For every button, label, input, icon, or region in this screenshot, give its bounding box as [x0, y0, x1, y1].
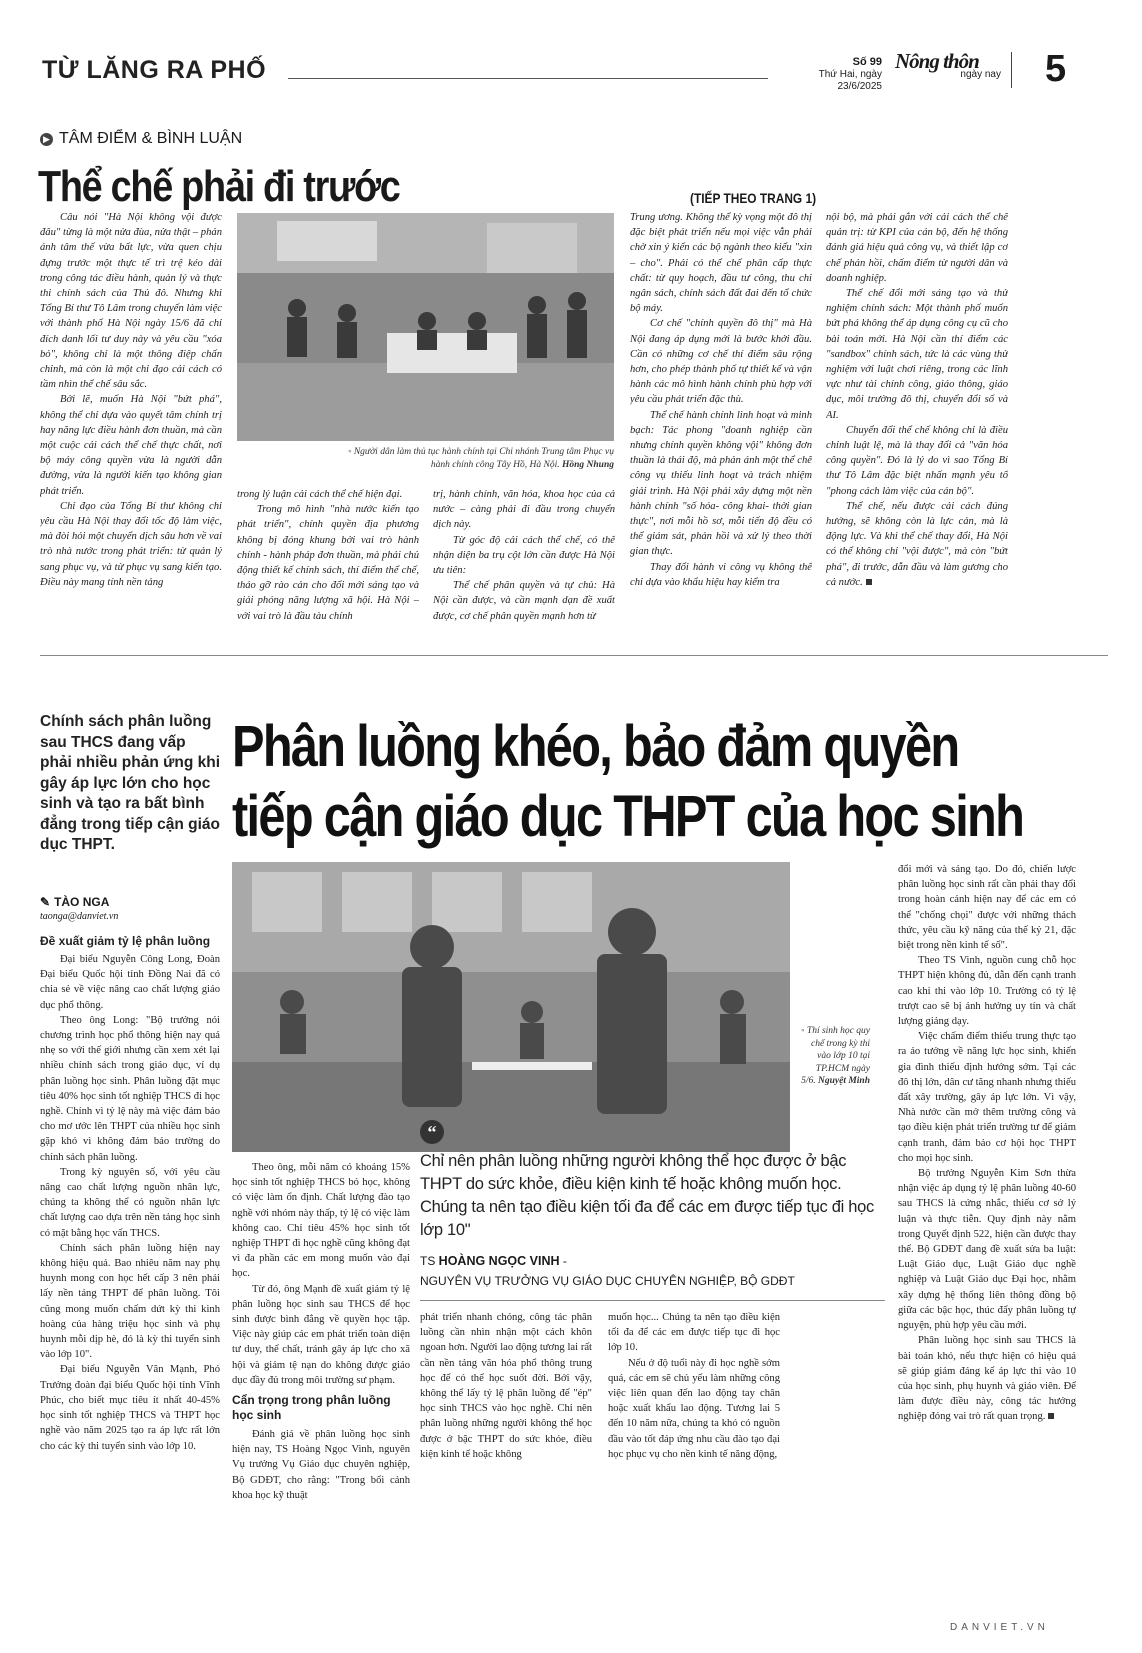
brand-logo — [895, 50, 1007, 80]
page-number: 5 — [1045, 48, 1067, 90]
caption-credit: Nguyệt Minh — [818, 1076, 870, 1086]
article2-column-2b — [232, 1427, 410, 1617]
paragraph: Nếu ở độ tuổi này đi học nghề sớm quá, các em sẽ chủ yếu làm những công việc liên quan đến lao động tay chân hoặc xuất khẩu lao động. Tương lai 5 đến 10 năm nữa, chúng ta khó có nguồn đầu vào tốt đáp ứng nhu cầu đào tạo đại học phục vụ cho nền kinh tế năng động, — [608, 1357, 780, 1460]
pen-icon: ✎ — [40, 895, 51, 909]
paragraph: Bởi lẽ, muốn Hà Nội "bứt phá", không thể chỉ dựa vào quyết tâm chính trị hay năng lực điều hành đơn thuần, mà cần một cuộc cải cách thể chế thực chất, nơi bộ máy công quyền vừa là người dẫn đường, vừa là người kiến tạo không gian phát triển. — [40, 394, 222, 497]
article1-column-3 — [433, 487, 615, 642]
photo-placeholder — [232, 862, 790, 1152]
quote-author-role: NGUYÊN VỤ TRƯỞNG VỤ GIÁO DỤC CHUYÊN NGHIỆP, BỘ GDĐT — [420, 1274, 795, 1288]
article1-column-4 — [630, 210, 812, 642]
article2-column-4 — [608, 1310, 780, 1610]
article2-column-5 — [898, 862, 1076, 1612]
paragraph: Thay đổi hành vi công vụ không thể chỉ dựa vào khẩu hiệu hay kiểm tra — [630, 561, 812, 588]
article1-kicker — [40, 130, 242, 148]
article2-title — [232, 712, 1024, 852]
kicker-arrow-icon: ▶ — [40, 133, 53, 146]
camera-icon: ◦ — [801, 1026, 807, 1036]
author — [40, 895, 109, 909]
paragraph-text: Phân luồng học sinh sau THCS là bài toán khó, nếu thực hiện có hiệu quả sẽ giúp giảm đáng kể áp lực thi vào 10 của học sinh, phụ huynh và giáo viên. Để làm được điều này, công tác hướng nghiệp đóng vai trò rất quan trọng. — [898, 1335, 1076, 1423]
issue-date: Thứ Hai, ngày 23/6/2025 — [818, 69, 882, 92]
article2-sapo: Chính sách phân luồng sau THCS đang vấp phải nhiều phản ứng khi gây áp lực lớn cho học sinh và tạo ra bất bình đẳng trong tiếp cận giáo dục THPT. — [40, 713, 220, 853]
paragraph — [898, 1333, 1076, 1424]
paragraph: trị, hành chính, văn hóa, khoa học của cả nước – càng phải đi đầu trong chuyển dịch này. — [433, 489, 615, 531]
article1-column-1 — [40, 210, 222, 640]
caption-text: Người dân làm thủ tục hành chính tại Chi nhánh Trung tâm Phục vụ hành chính công Tây Hồ, Hà Nội. — [353, 447, 614, 470]
article2-photo — [232, 862, 790, 1152]
paragraph: Từ đó, ông Mạnh đề xuất giảm tỷ lệ phân luồng học sinh sau THCS để học sinh được bình đẳng về quyền học tập. Việc này giúp các em phát triển toàn diện tư duy, thể chất, tránh gây áp lực cho xã hội và giảm tệ nạn do không được giáo dục đầy đủ trong môi trường sư phạm. — [232, 1283, 410, 1386]
quote-author-prefix: TS — [420, 1254, 439, 1268]
paragraph-text: Thể chế, nếu được cải cách đúng hướng, sẽ không còn là lực cản, mà là động lực. Và khi thể chế thay đổi, Hà Nội có thể không chỉ "vội được", mà còn "bứt phá", đi trước, dẫn đầu và làm gương cho cả nước. — [826, 500, 1008, 588]
article-divider — [40, 655, 1108, 656]
paragraph: Thể chế đổi mới sáng tạo và thử nghiệm chính sách: Một thành phố muốn bứt phá không thể áp dụng công cụ cũ cho bài toán mới. Hà Nội cần thí điểm các "sandbox" chính sách, tức là các vùng thử nghiệm với luật chơi riêng, trong các lĩnh vực như tài chính công, giáo thông, giáo dục, môi trường đô thị, chuyển đổi số và AI. — [826, 288, 1008, 421]
paragraph: Chính sách phân luồng hiện nay không hiệu quả. Bao nhiêu năm nay phụ huynh mong con học hết cấp 3 nên phải lấy nền tảng THPT để phân luồng. Tôi cũng mong muốn chấm dứt kỳ thi kinh hoàng của hàng triệu học sinh và phụ huynh mỗi dịp hè, đó là kỳ thi tuyển sinh vào lớp 10". — [40, 1242, 220, 1361]
title-line-1: Phân luồng khéo, bảo đảm quyền — [232, 714, 959, 779]
article1-column-5 — [826, 210, 1008, 642]
subheading: Cẩn trọng trong phân luồng học sinh — [232, 1393, 391, 1422]
kicker-label: TÂM ĐIỂM & BÌNH LUẬN — [59, 130, 243, 147]
issue-info — [772, 56, 882, 93]
issue-number: Số 99 — [852, 56, 882, 68]
paragraph: Theo TS Vinh, nguồn cung chỗ học THPT hiện không đủ, dẫn đến cạnh tranh cao khi thi vào lớp 10. Trường có tỷ lệ trượt cao sẽ bị ảnh hưởng uy tín và chất lượng giảng dạy. — [898, 955, 1076, 1028]
paragraph: Trong kỳ nguyên số, với yêu cầu nâng cao chất lượng nguồn nhân lực, chúng ta không thể có nguồn nhân lực chất lượng cao dựa trên nền tảng học sinh có mặt bằng học vấn THCS. — [40, 1166, 220, 1239]
paragraph: Trong mô hình "nhà nước kiến tạo phát triển", chính quyền địa phương không bị đóng khung bởi vai trò hành chính - hành pháp đơn thuần, mà phải chủ động thiết kế chính sách, thí điểm thể chế, tháo gỡ rào cản cho đổi mới sáng tạo và giải phóng năng lượng xã hội. Hà Nội – với vai trò là đầu tàu chính — [237, 504, 419, 622]
header-rule — [288, 78, 768, 79]
brand-subtitle: ngày nay — [960, 69, 1001, 80]
quote-author-suffix: - — [559, 1254, 567, 1268]
brand-name: Nông thôn — [895, 49, 979, 73]
end-mark-icon — [1048, 1413, 1054, 1419]
article2-column-3 — [420, 1310, 592, 1610]
author-email: taonga@danviet.vn — [40, 911, 119, 922]
author-name: TÀO NGA — [54, 895, 110, 909]
quote-author — [420, 1251, 795, 1291]
paragraph: Đánh giá về phân luồng học sinh hiện nay, TS Hoàng Ngọc Vinh, nguyên Vụ trưởng Vụ Giáo dục chuyên nghiệp, Bộ GDĐT, cho rằng: "Trong bối cảnh khoa học kỹ thuật — [232, 1429, 410, 1501]
paragraph: Đại biểu Nguyễn Văn Mạnh, Phó Trưởng đoàn đại biểu Quốc hội tỉnh Vĩnh Phúc, cho biết mục tiêu ít nhất 40-45% học sinh tốt nghiệp THCS và THPT học nghề vào năm 2025 tạo ra áp lực rất lớn cho các kỳ thi tuyển sinh vào lớp 10. — [40, 1364, 220, 1452]
quote-divider — [420, 1300, 885, 1301]
paragraph: phát triển nhanh chóng, công tác phân luồng cần nhìn nhận một cách khôn ngoan hơn. Người lao động tương lai rất cần nền tảng văn hóa phổ thông trung học để có thể học suốt đời. Bởi vậy, không thể lấy tỷ lệ phân luồng để "ép" học sinh THCS vào học nghề. Chỉ nên phân luồng những người không thể học được ở bậc THPT do sức khỏe, điều kiện kinh tế hoặc không — [420, 1312, 592, 1460]
paragraph: nội bộ, mà phải gắn với cải cách thể chế quản trị: từ KPI của cán bộ, đến hệ thống đánh giá hiệu quả công vụ, và thiết lập cơ chế phản hồi, chấm điểm từ người dân và doanh nghiệp. — [826, 212, 1008, 284]
article2-caption — [800, 1025, 870, 1088]
article1-title: Thể chế phải đi trước — [38, 162, 400, 211]
caption-text: Thí sinh học quy chế trong kỳ thi vào lớp 10 tại TP.HCM ngày 5/6. — [801, 1026, 870, 1086]
paragraph: Theo ông, mỗi năm có khoảng 15% học sinh tốt nghiệp THCS bỏ học, không có việc làm ổn định. Chất lượng đào tạo nghề với nhóm này thấp, tỷ lệ có việc làm không cao. Chỉ tiêu 45% học sinh tốt nghiệp THPT đi học nghề cũng không đạt vì đa phần các em mong muốn vào đại học. — [232, 1162, 410, 1280]
paragraph: Từ góc độ cải cách thể chế, có thể nhận diện ba trụ cột lớn cần được Hà Nội ưu tiên: — [433, 534, 615, 577]
paragraph: Chỉ đạo của Tổng Bí thư không chỉ yêu cầu Hà Nội thay đổi tốc độ làm việc, mà đòi hỏi một chuyển dịch sâu hơn về vai trò nhà nước trong phát triển: từ quản lý sang phục vụ, và từ phục vụ sang kiến tạo. Điều này mang tính nền tảng — [40, 500, 222, 588]
paragraph: trong lý luận cải cách thể chế hiện đại. — [237, 489, 403, 500]
photo-placeholder — [237, 213, 614, 441]
camera-icon: ◦ — [348, 447, 354, 457]
footer-site: DANVIET.VN — [950, 1622, 1049, 1633]
paragraph: Thể chế phân quyền và tự chủ: Hà Nội cần được, và cần mạnh dạn đề xuất được, cơ chế phân quyền mạnh hơn từ — [433, 580, 615, 622]
quote-author-name: HOÀNG NGỌC VINH — [438, 1254, 560, 1268]
paragraph: Bộ trưởng Nguyễn Kim Sơn thừa nhận việc áp dụng tỷ lệ phân luồng 40-60 sau THCS là cứng nhắc, thiếu cơ sở lý luận và thực tiễn. Quy định này nằm trong Quyết định 522, hiện cần được thay thế. Bộ GDĐT đang đề xuất sửa ba luật: Luật Giáo dục, Luật Giáo dục nghề nghiệp và Luật Giáo dục Đại học, nhằm xây dựng hệ thống liên thông đồng bộ giữa các bậc học, thúc đẩy phân luồng tự nguyện, phù hợp yêu cầu mới. — [898, 1168, 1076, 1332]
paragraph: đổi mới và sáng tạo. Do đó, chiến lược phân luồng học sinh rất cần phải thay đổi trong hoàn cảnh hiện nay để các em có thể "chống chọi" được với những thách thức, yêu cầu kỹ năng của thế kỷ 21, đặc biệt trong nền kinh tế số". — [898, 864, 1076, 952]
paragraph: Theo ông Long: "Bộ trưởng nói chương trình học phổ thông hiện nay quá nhẹ so với thế giới nhưng cần xem xét lại nhiều chính sách trong giáo dục, ví dụ phân luồng học sinh. Phân luồng đặt mục tiêu 40% học sinh tốt nghiệp THCS đi học nghề. Chính vì tỷ lệ này mà việc đảm bảo cho mơ ước lên THPT của nhiều học sinh gặp khó vì không đảm bảo trường do chính sách phân luồng. — [40, 1014, 220, 1163]
paragraph: Đại biểu Nguyễn Công Long, Đoàn Đại biểu Quốc hội tỉnh Đồng Nai đã có chia sẻ về việc nâng cao chất lượng giáo dục phổ thông. — [40, 954, 220, 1011]
paragraph: Thể chế hành chính linh hoạt và minh bạch: Tác phong "doanh nghiệp cần nhưng chính quyền không vội" không đơn thuần là thái độ, mà phản ánh một thể chế công vụ thiếu linh hoạt và trách nhiệm giải trình. Hà Nội phải xây dựng một nền hành chính "số hóa- công khai- thời gian thực", nơi mỗi hồ sơ, mỗi tiến độ đều có thể giám sát, phản hồi và xử lý theo thời gian thực. — [630, 409, 812, 558]
paragraph: Chuyển đổi thể chế không chỉ là điều chỉnh luật lệ, mà là thay đổi cả "văn hóa công quyền". Đó là lý do vì sao Tổng Bí thư Tô Lâm đặc biệt nhấn mạnh yêu tố "phong cách làm việc của cán bộ". — [826, 424, 1008, 497]
article1-column-2 — [237, 487, 419, 642]
title-line-2: tiếp cận giáo dục THPT của học sinh — [232, 784, 1024, 849]
article1-photo — [237, 213, 614, 441]
quote-icon: “ — [420, 1120, 444, 1144]
article2-column-1 — [40, 952, 220, 1612]
subheading: Đề xuất giảm tỷ lệ phân luồng — [40, 934, 211, 948]
paragraph: muốn học... Chúng ta nên tạo điều kiện tối đa để các em được tiếp tục đi học lớp 10. — [608, 1312, 780, 1354]
paragraph: Câu nói "Hà Nội không vội được đâu" từng là một nửa đùa, nửa thật – phản ánh tâm thế vừa bất lực, vừa quen chịu đựng trước một thực tế trì trệ kéo dài trong công tác điều hành, quản lý và thực thi chính sách của Thủ đô. Nhưng khi Tổng Bí thư Tô Lâm trong chuyến làm việc với thành phố Hà Nội ngày 15/6 đã chỉ đích danh lối tư duy này và yêu cầu "xóa bỏ", không chỉ là một thông điệp chấn chỉnh, mà còn là một chỉ đạo cải cách có tầm nhìn thể chế sâu sắc. — [40, 212, 222, 391]
section-title: TỪ LĂNG RA PHỐ — [42, 56, 267, 84]
brand-divider — [1011, 52, 1012, 88]
article1-continued: (TIẾP THEO TRANG 1) — [690, 190, 817, 206]
end-mark-icon — [866, 579, 872, 585]
caption-credit: Hồng Nhung — [561, 459, 614, 470]
paragraph — [826, 499, 1008, 590]
paragraph: Cơ chế "chính quyền đô thị" mà Hà Nội đang áp dụng mới là bước khởi đầu. Cần có những cơ chế thí điểm sâu rộng hơn, cho phép thành phố tự thiết kế và vận hành các mô hình hành chính phù hợp với yêu cầu phát triển đặc thù. — [630, 318, 812, 406]
article1-caption — [330, 446, 614, 471]
paragraph: Trung ương. Không thể kỳ vọng một đô thị đặc biệt phát triển nếu mọi việc vẫn phải chờ xin ý kiến các bộ ngành theo kiểu "xin – cho". Phải có thể chế phân cấp thực chất: từ quy hoạch, đầu tư công, thu chi ngân sách, chính sách đất đai đến tổ chức bộ máy. — [630, 212, 812, 315]
paragraph: Việc chấm điểm thiếu trung thực tạo ra ảo tưởng về năng lực học sinh, khiến gia đình thiếu định hướng sớm. Tại các đô thị lớn, dân cư tăng nhanh nhưng thiếu đất xây trường, gây áp lực lớn. Vì vậy, Nhà nước cần mở thêm trường công và tạo điều kiện phát triển trường tư để giảm cạnh tranh, đảm bảo cơ hội học THPT cho mọi học sinh. — [898, 1031, 1076, 1164]
pull-quote: Chỉ nên phân luồng những người không thể học được ở bậc THPT do sức khỏe, điều kiện kinh tế hoặc không muốn học. Chúng ta nên tạo điều kiện tối đa để các em được tiếp tục đi học lớp 10" — [420, 1152, 874, 1239]
article2-column-2 — [232, 1160, 410, 1388]
